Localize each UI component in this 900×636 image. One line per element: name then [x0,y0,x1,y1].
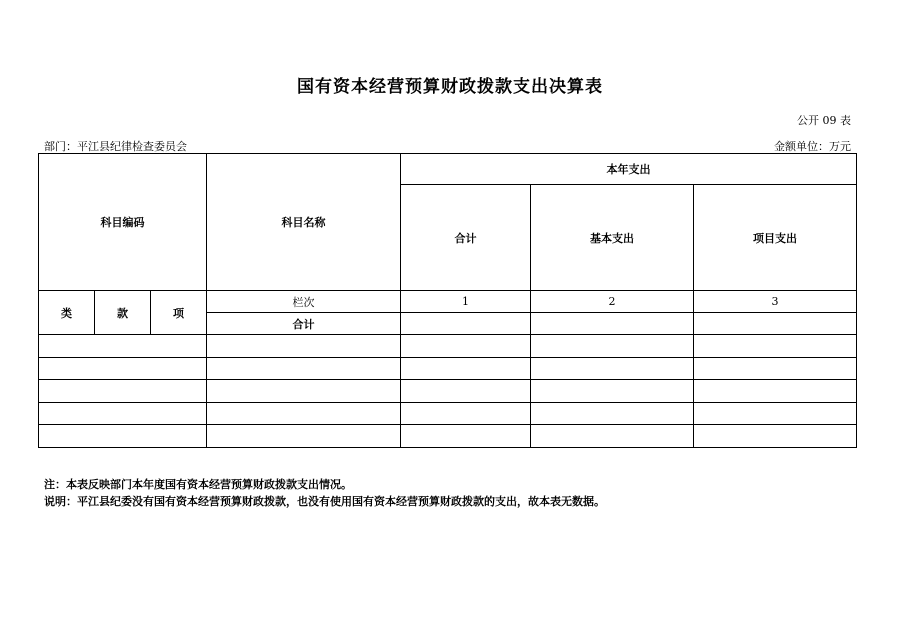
total-row-value-basic [531,313,694,335]
header-subject-name: 科目名称 [207,154,401,291]
row-name-cell [207,403,401,425]
header-this-year-expenditure: 本年支出 [401,154,857,185]
row-total-cell [401,425,531,448]
row-basic-cell [531,403,694,425]
row-name-cell [207,335,401,358]
row-name-cell [207,425,401,448]
column-index-2: 2 [531,291,694,313]
row-total-cell [401,403,531,425]
row-code-cell [39,425,207,448]
form-number: 公开 09 表 [797,114,851,127]
table-row [39,380,857,403]
total-row-value-total [401,313,531,335]
header-basic-expenditure: 基本支出 [531,185,694,291]
row-project-cell [694,403,857,425]
row-basic-cell [531,358,694,380]
row-project-cell [694,425,857,448]
row-basic-cell [531,425,694,448]
row-code-cell [39,380,207,403]
column-index-3: 3 [694,291,857,313]
table-row [39,335,857,358]
table-note: 注：本表反映部门本年度国有资本经营预算财政拨款支出情况。 [44,478,352,491]
column-index-1: 1 [401,291,531,313]
table-row [39,403,857,425]
row-basic-cell [531,335,694,358]
expenditure-table [38,153,857,448]
row-project-cell [694,335,857,358]
table-row [39,358,857,380]
row-total-cell [401,380,531,403]
header-lei: 类 [39,291,95,335]
page-title: 国有资本经营预算财政拨款支出决算表 [297,77,603,97]
department-label: 部门：平江县纪律检查委员会 [44,140,187,153]
header-xiang: 项 [151,291,207,335]
total-row-label: 合计 [207,313,401,335]
column-index-label: 栏次 [207,291,401,313]
row-name-cell [207,358,401,380]
row-basic-cell [531,380,694,403]
row-project-cell [694,358,857,380]
amount-unit-label: 金额单位：万元 [774,140,851,153]
total-row-value-project [694,313,857,335]
row-code-cell [39,403,207,425]
row-total-cell [401,358,531,380]
row-code-cell [39,335,207,358]
header-project-expenditure: 项目支出 [694,185,857,291]
row-project-cell [694,380,857,403]
table-explanation: 说明：平江县纪委没有国有资本经营预算财政拨款，也没有使用国有资本经营预算财政拨款的支出，故本表无数据。 [44,495,605,508]
row-total-cell [401,335,531,358]
row-code-cell [39,358,207,380]
header-kuan: 款 [95,291,151,335]
header-total: 合计 [401,185,531,291]
row-name-cell [207,380,401,403]
header-subject-code: 科目编码 [39,154,207,291]
table-row [39,425,857,448]
